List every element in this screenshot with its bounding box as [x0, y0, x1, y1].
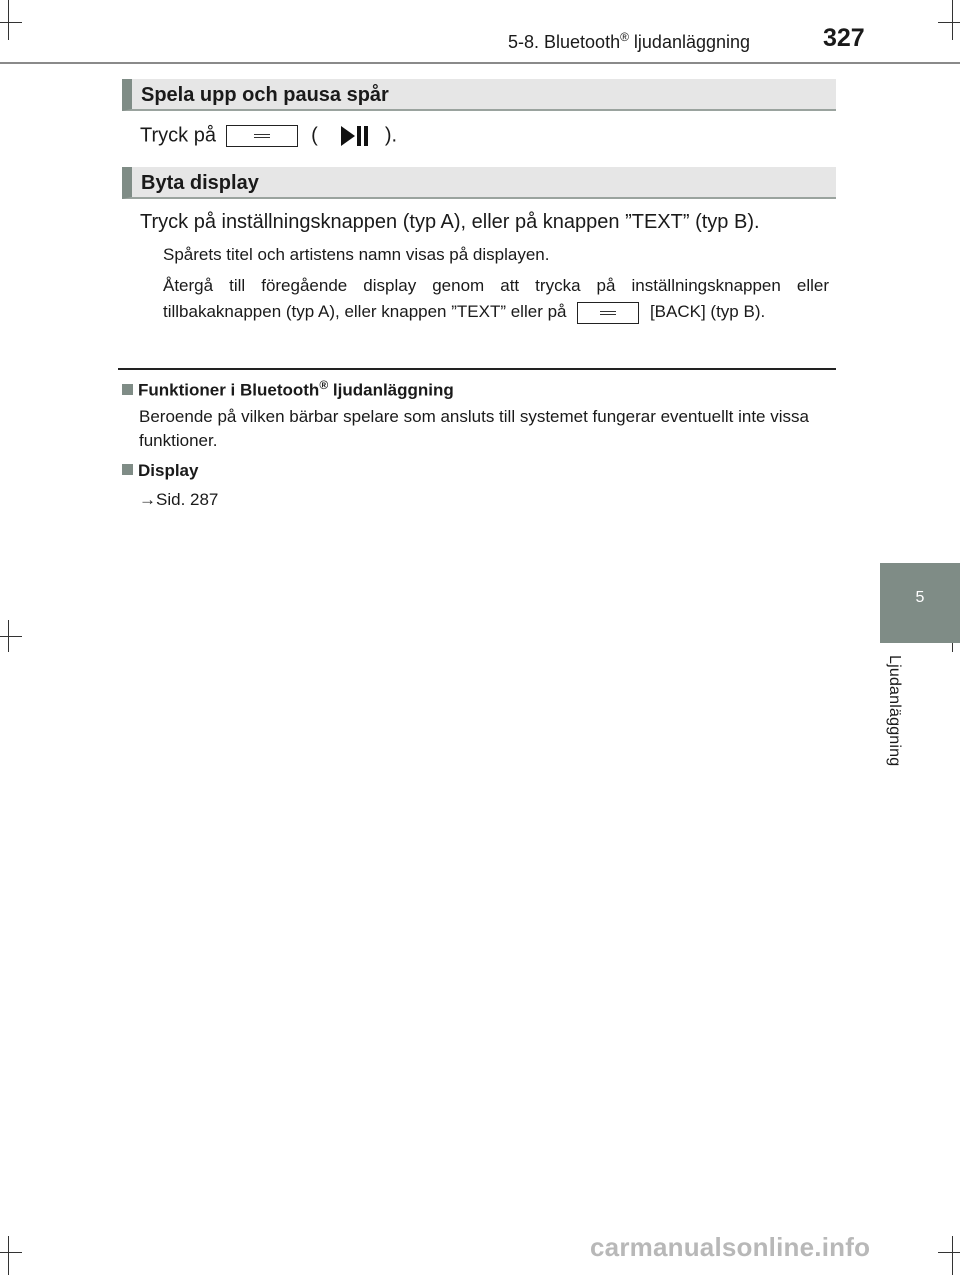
section-heading-text: Spela upp och pausa spår	[141, 84, 389, 106]
play-pause-icon	[329, 124, 373, 148]
note-text-functions: Beroende på vilken bärbar spelare som ansluts till systemet fungerar eventuellt inte vissa funktioner.	[139, 407, 809, 450]
page-number: 327	[823, 24, 865, 52]
step-paren-close: ).	[384, 124, 398, 147]
section-heading-display	[122, 167, 836, 199]
crop-mark	[0, 22, 22, 23]
page-reference-link[interactable]	[139, 488, 831, 512]
chapter-label: Ljudanläggning	[886, 655, 903, 767]
page-reference-text[interactable]: Sid. 287	[156, 490, 219, 509]
step-play-pause	[140, 124, 397, 148]
steering-button-icon	[577, 302, 639, 324]
chapter-tab	[880, 563, 960, 643]
crop-mark	[952, 0, 953, 40]
section-heading-text: Byta display	[141, 172, 259, 194]
note-title-display	[122, 461, 198, 481]
header-divider	[0, 62, 960, 64]
step-change-display: Tryck på inställningsknappen (typ A), eller på knappen ”TEXT” (typ B).	[140, 211, 760, 233]
registered-mark: ®	[620, 30, 629, 44]
section-header	[508, 30, 750, 53]
chapter-number: 5	[915, 589, 925, 606]
return-text-part1: Återgå till föregående display genom att trycka på inställningsknappen eller tillbakaknappen (typ A), eller knappen ”TEXT” eller på	[163, 276, 829, 321]
step-result-text: Spårets titel och artistens namn visas på displayen.	[163, 245, 550, 264]
section-heading-play-pause	[122, 79, 836, 111]
step-paren-open: (	[311, 124, 318, 147]
step-text: Tryck på	[140, 124, 216, 147]
crop-mark	[938, 1252, 960, 1253]
return-text-part2: [BACK] (typ B).	[649, 302, 766, 321]
note-title-functions	[122, 378, 454, 401]
crop-mark	[952, 1236, 953, 1275]
watermark: carmanualsonline.info	[590, 1232, 871, 1262]
crop-mark	[938, 22, 960, 23]
crop-mark	[8, 1236, 9, 1275]
note-title-text: Funktioner i Bluetooth	[138, 380, 320, 400]
note-title-text: Display	[138, 461, 199, 480]
section-header-suffix: ljudanläggning	[628, 32, 751, 52]
section-divider	[118, 368, 836, 370]
bullet-square-icon	[122, 464, 133, 475]
step-return-text	[163, 273, 829, 325]
crop-mark	[0, 1252, 22, 1253]
bullet-square-icon	[122, 384, 133, 395]
crop-mark	[8, 620, 9, 652]
crop-mark	[8, 0, 9, 40]
crop-mark	[0, 636, 22, 637]
registered-mark: ®	[319, 378, 329, 392]
note-title-suffix: ljudanläggning	[328, 380, 454, 400]
section-header-text: 5-8. Bluetooth	[508, 32, 621, 52]
arrow-icon: →	[139, 490, 156, 509]
steering-button-icon	[226, 125, 298, 147]
